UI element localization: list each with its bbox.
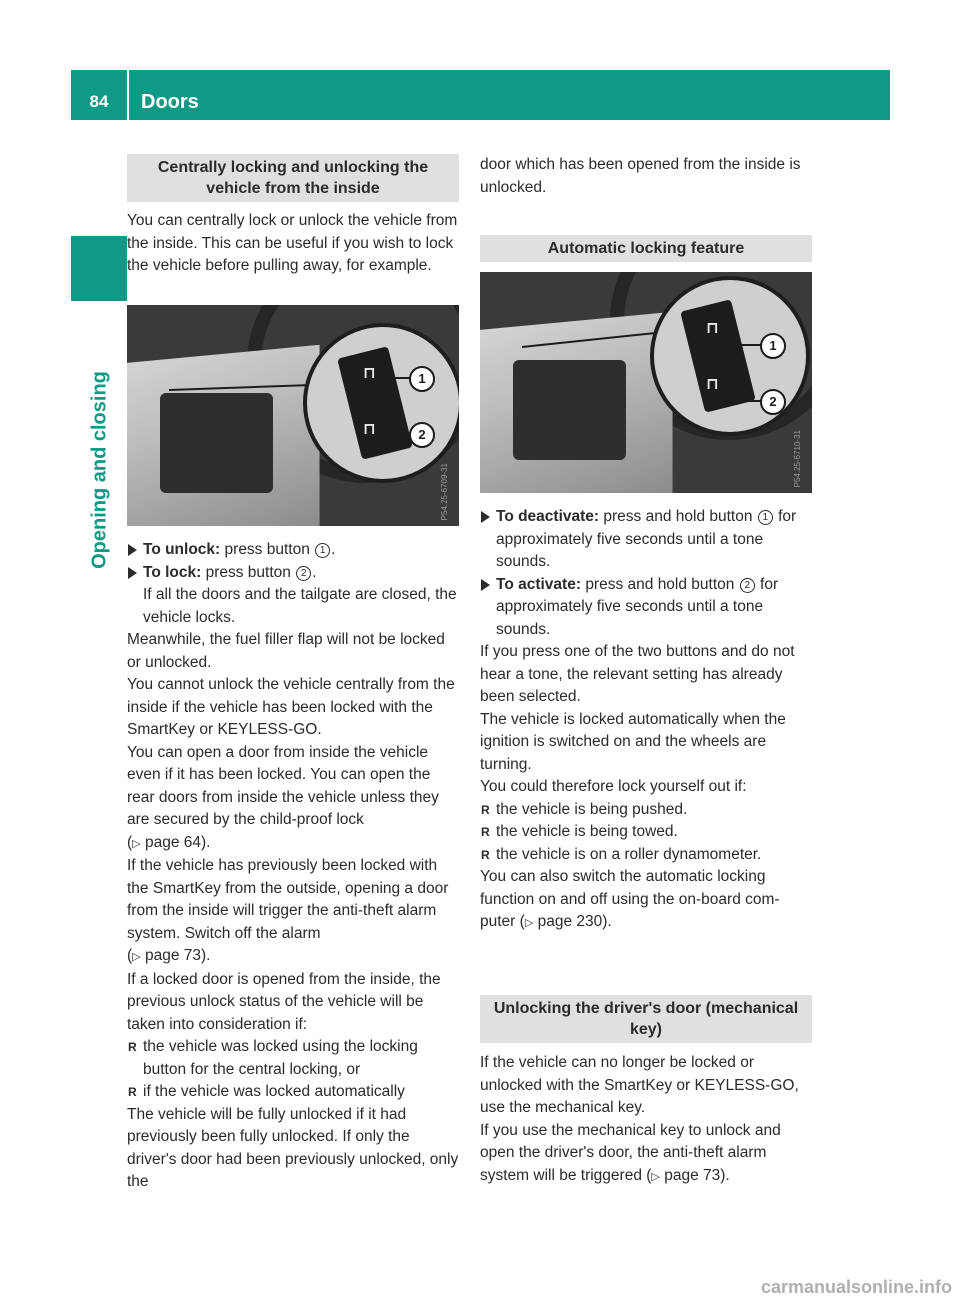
page-ref-arrow-icon: ▷ bbox=[132, 951, 141, 963]
button-2-ref: 2 bbox=[296, 566, 311, 581]
callout-2-leader bbox=[726, 400, 762, 402]
automatic-locking-photo bbox=[480, 272, 812, 493]
paragraph-fuel-flap: Meanwhile, the fuel filler flap will not be locked or unlocked. bbox=[127, 631, 445, 671]
unlock-symbol-icon: ⊓ bbox=[706, 320, 719, 337]
heading-mechanical-key: Unlocking the driver's door (mechanical key) bbox=[480, 995, 812, 1043]
step-activate-label: To activate: bbox=[496, 575, 581, 593]
paragraph-smartkey: You cannot unlock the vehicle centrally from the inside if the vehicle has been locked with the SmartKey or KEYLESS-GO. bbox=[127, 676, 455, 738]
paragraph-mechanical-key: If the vehicle can no longer be locked or unlocked with the SmartKey or KEYLESS-GO, use the mechanical key. bbox=[480, 1054, 799, 1116]
step-unlock-label: To unlock: bbox=[143, 541, 221, 558]
heading-automatic-locking: Automatic locking feature bbox=[480, 235, 812, 262]
paragraph-alarm-triggered bbox=[480, 1120, 812, 1189]
lock-symbol-icon: ⊓ bbox=[363, 421, 376, 438]
window-switch-panel bbox=[513, 360, 626, 459]
paragraph-onboard-text: You can also switch the automatic locking function on and off using the on-board com- puter ( bbox=[480, 868, 780, 930]
callout-2-badge: 2 bbox=[409, 422, 435, 448]
lock-note: If all the doors and the tailgate are closed, the vehicle locks. bbox=[143, 586, 457, 626]
paragraph-unlock-status: If a locked door is opened from the inside, the previous unlock status of the vehicle will be taken into consideration if: bbox=[127, 970, 441, 1033]
callout-1-leader bbox=[726, 344, 762, 346]
paragraph-alarm-triggered-text: If you use the mechanical key to unlock and open the driver's door, the anti-theft alarm system will be triggered ( bbox=[480, 1121, 781, 1184]
bullet-item: R the vehicle was locked using the locking button for the central locking, or bbox=[127, 1036, 459, 1081]
unlock-symbol-icon: ⊓ bbox=[363, 365, 376, 382]
paragraph-open-door-text: You can open a door from inside the vehicle even if it has been locked. You can open the rear doors from inside the vehicle unless they are secured by the child-proof lock bbox=[127, 743, 439, 828]
step-lock-text: press button bbox=[205, 563, 291, 581]
right-body-bottom bbox=[480, 1052, 812, 1188]
section-title: Doors bbox=[141, 91, 199, 113]
photo-code: P54.25-6710-31 bbox=[792, 429, 802, 487]
callout-2-badge: 2 bbox=[760, 389, 786, 415]
bullet-item: R if the vehicle was locked automatically bbox=[127, 1081, 459, 1104]
callout-1-badge: 1 bbox=[409, 366, 435, 392]
right-body-top bbox=[480, 506, 812, 935]
paragraph-lock-out: You could therefore lock yourself out if: bbox=[480, 778, 747, 795]
continuation-paragraph: door which has been opened from the inside is unlocked. bbox=[480, 156, 801, 196]
page-ref-arrow-icon: ▷ bbox=[524, 917, 534, 929]
step-activate-text: press and hold button bbox=[585, 575, 735, 593]
page-ref-arrow-icon: ▷ bbox=[651, 1170, 660, 1183]
button-1-ref: 1 bbox=[758, 510, 773, 525]
photo-code: P54.25-6709-31 bbox=[439, 462, 449, 520]
step-unlock: To unlock: press button 1 . bbox=[127, 539, 459, 562]
page-number: 84 bbox=[89, 92, 109, 111]
page-ref-230[interactable]: page 230). bbox=[537, 913, 612, 930]
button-2-ref: 2 bbox=[740, 578, 755, 593]
step-deactivate-label: To deactivate: bbox=[496, 508, 600, 525]
page-ref-64[interactable]: page 64). bbox=[144, 833, 211, 851]
paragraph-fully-unlocked: The vehicle will be fully unlocked if it had previously been fully unlocked. If only the driver's door had been previously unlocked, only the bbox=[127, 1105, 459, 1190]
window-switch-panel bbox=[160, 393, 273, 492]
page-ref-73[interactable]: page 73). bbox=[144, 947, 211, 964]
paragraph-open-door: You can open a door from inside the vehicle even if it has been locked. You can open the rear doors from inside the vehicle unless they are secured by the child-proof lock (▷ page 64). bbox=[127, 743, 439, 851]
step-deactivate bbox=[480, 506, 812, 574]
paragraph-alarm: If the vehicle has previously been locked with the SmartKey from the outside, opening a door from the inside will trigger the anti-theft alarm system. Switch off the alarm (▷ page 73). bbox=[127, 857, 449, 964]
step-deactivate-text: press and hold button bbox=[603, 508, 753, 525]
step-lock-label: To lock: bbox=[143, 563, 202, 581]
step-activate bbox=[480, 574, 812, 642]
heading-central-locking: Centrally locking and unlocking the vehicle from the inside bbox=[127, 154, 459, 202]
step-lock: To lock: press button 2 . bbox=[127, 562, 459, 585]
step-deactivate-text-b: for approximately five seconds until a tone sounds. bbox=[496, 508, 797, 570]
side-tab-label: Opening and closing bbox=[88, 371, 111, 569]
bullet-item: R the vehicle is on a roller dynamometer. bbox=[480, 844, 812, 867]
watermark: carmanualsonline.info bbox=[760, 1277, 952, 1297]
intro-paragraph: You can centrally lock or unlock the vehicle from the inside. This can be useful if you wish to lock the vehicle before pulling away, for example. bbox=[127, 212, 458, 274]
door-buttons-photo bbox=[127, 305, 459, 526]
paragraph-locked-auto: The vehicle is locked automatically when the ignition is switched on and the wheels are turning. bbox=[480, 710, 786, 773]
paragraph-onboard-computer bbox=[480, 866, 812, 935]
bullet-item: R the vehicle is being pushed. bbox=[480, 799, 812, 822]
step-activate-text-b: for approximately five seconds until a tone sounds. bbox=[496, 575, 779, 638]
paragraph-no-tone: If you press one of the two buttons and do not hear a tone, the relevant setting has already been selected. bbox=[480, 643, 795, 705]
page-ref-73[interactable]: page 73). bbox=[664, 1166, 730, 1184]
lock-symbol-icon: ⊓ bbox=[706, 376, 719, 393]
callout-1-badge: 1 bbox=[760, 333, 786, 359]
button-1-ref: 1 bbox=[315, 543, 330, 558]
left-body bbox=[127, 539, 459, 1194]
header-divider bbox=[127, 70, 129, 120]
side-tab-marker bbox=[71, 236, 127, 301]
step-unlock-text: press button bbox=[224, 541, 310, 558]
bullet-item: R the vehicle is being towed. bbox=[480, 821, 812, 844]
page-ref-arrow-icon: ▷ bbox=[132, 837, 141, 850]
paragraph-alarm-text: If the vehicle has previously been locked with the SmartKey from the outside, opening a door from the inside will trigger the anti-theft alarm system. Switch off the alarm bbox=[127, 857, 449, 942]
